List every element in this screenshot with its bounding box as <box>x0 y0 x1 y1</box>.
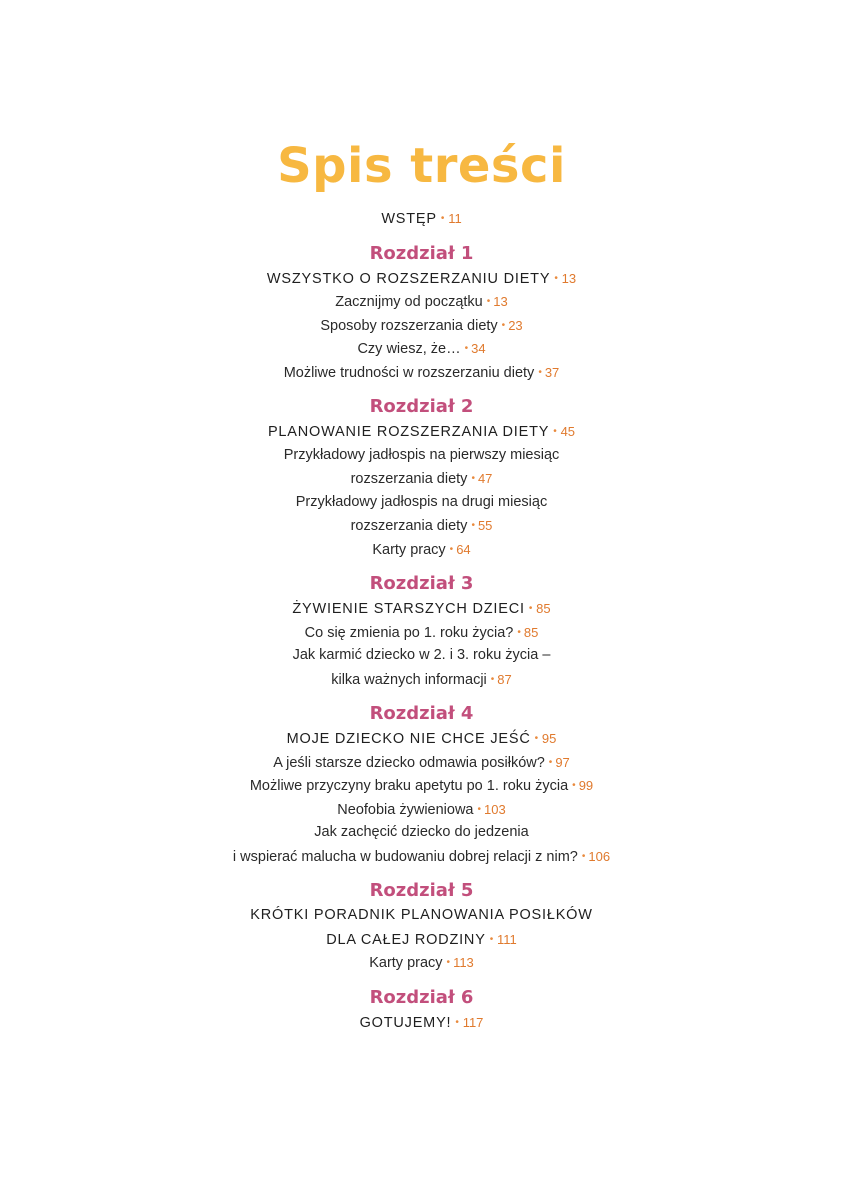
bullet: • <box>572 780 576 791</box>
toc-subentry-label: Karty pracy <box>372 541 446 558</box>
page-number: 45 <box>560 424 576 439</box>
toc-subentry-label: rozszerzania diety <box>350 518 468 534</box>
toc-entry-chapter-6[interactable] <box>0 1011 843 1035</box>
toc-entry-chapter-1[interactable] <box>0 267 843 291</box>
bullet: • <box>554 272 559 284</box>
page-number: 23 <box>508 317 523 333</box>
toc-entry-label: MOJE DZIECKO NIE CHCE JEŚĆ <box>286 731 531 747</box>
bullet: • <box>538 366 542 378</box>
page-number: 95 <box>541 731 557 746</box>
toc-subentry[interactable] <box>0 361 843 385</box>
toc-entry-chapter-2[interactable] <box>0 420 843 444</box>
bullet: • <box>471 520 475 531</box>
toc-subentry[interactable] <box>0 337 843 361</box>
bullet: • <box>477 803 482 815</box>
toc-entry-label: DLA CAŁEJ RODZINY <box>326 931 486 948</box>
bullet: • <box>489 933 494 945</box>
toc-subentry[interactable] <box>0 668 843 692</box>
page-number: 37 <box>544 364 560 380</box>
bullet: • <box>486 296 491 307</box>
bullet: • <box>581 850 586 862</box>
toc-subentry-label: Sposoby rozszerzania diety <box>320 317 498 334</box>
toc-subentry-label: Karty pracy <box>369 955 443 971</box>
toc-entry-label: GOTUJEMY! <box>359 1014 452 1031</box>
page-number: 55 <box>477 518 493 533</box>
toc-entry-chapter-4[interactable] <box>0 727 843 751</box>
toc-subentry[interactable] <box>0 751 843 775</box>
toc-entry-chapter-5[interactable] <box>0 928 843 952</box>
bullet: • <box>464 343 469 354</box>
toc-subentry[interactable] <box>0 290 843 314</box>
toc-subentry[interactable] <box>0 774 843 798</box>
page-number: 47 <box>477 471 493 486</box>
toc-subentry[interactable] <box>0 951 843 975</box>
page-number: 99 <box>578 778 594 793</box>
chapter-heading-2: Rozdział 2 <box>369 396 474 417</box>
chapter-heading-1: Rozdział 1 <box>369 242 474 264</box>
bullet: • <box>449 543 454 555</box>
page-number: 13 <box>561 270 577 286</box>
page-number: 85 <box>523 624 539 640</box>
toc-entry-chapter-3[interactable] <box>0 597 843 621</box>
page-number: 87 <box>497 671 512 687</box>
table-of-contents <box>0 207 843 1034</box>
bullet: • <box>548 756 553 768</box>
toc-subentry[interactable] <box>0 538 843 562</box>
toc-subentry-label: Neofobia żywieniowa <box>337 801 474 818</box>
bullet: • <box>534 733 539 744</box>
page-number: 34 <box>471 341 486 356</box>
page-number: 97 <box>555 754 570 770</box>
toc-subentry[interactable] <box>0 845 843 869</box>
toc-subentry-label: rozszerzania diety <box>350 471 468 487</box>
toc-subentry[interactable] <box>0 314 843 338</box>
toc-subentry-line1[interactable]: Przykładowy jadłospis na pierwszy miesiąc <box>283 446 560 463</box>
bullet: • <box>528 603 534 614</box>
toc-subentry-label: Czy wiesz, że… <box>357 341 461 357</box>
toc-entry-label: WSZYSTKO O ROZSZERZANIU DIETY <box>266 270 551 287</box>
toc-entry-chapter-5-line1[interactable]: KRÓTKI PORADNIK PLANOWANIA POSIŁKÓW <box>250 907 593 923</box>
toc-entry-label: PLANOWANIE ROZSZERZANIA DIETY <box>267 424 550 440</box>
toc-entry-label: ŻYWIENIE STARSZYCH DZIECI <box>292 601 525 617</box>
page-title: Spis treści <box>277 138 566 195</box>
toc-subentry-label: Możliwe przyczyny braku apetytu po 1. roku życia <box>249 778 569 794</box>
page-number: 103 <box>484 801 506 817</box>
bullet: • <box>553 426 558 437</box>
bullet: • <box>501 319 506 331</box>
toc-subentry-line1[interactable]: Jak karmić dziecko w 2. i 3. roku życia – <box>292 647 551 663</box>
toc-entry-intro[interactable] <box>0 207 843 231</box>
page-number: 113 <box>453 955 474 970</box>
toc-subentry-label: A jeśli starsze dziecko odmawia posiłków? <box>273 754 545 771</box>
toc-entry-label: WSTĘP <box>381 211 437 227</box>
chapter-heading-4: Rozdział 4 <box>369 703 474 724</box>
toc-subentry[interactable] <box>0 467 843 491</box>
toc-subentry[interactable] <box>0 798 843 822</box>
bullet: • <box>455 1016 460 1028</box>
toc-subentry-label: i wspierać malucha w budowaniu dobrej relacji z nim? <box>232 848 578 865</box>
page-number: 106 <box>588 848 611 864</box>
page-number: 13 <box>493 294 508 309</box>
page-number: 11 <box>448 211 462 226</box>
bullet: • <box>471 473 475 484</box>
chapter-heading-6: Rozdział 6 <box>369 986 474 1008</box>
toc-subentry-label: Co się zmienia po 1. roku życia? <box>304 624 514 641</box>
toc-subentry-line1[interactable]: Jak zachęcić dziecko do jedzenia <box>314 824 529 840</box>
page-number: 64 <box>456 541 471 557</box>
page-number: 117 <box>462 1014 484 1030</box>
chapter-heading-3: Rozdział 3 <box>369 573 474 594</box>
page-number: 111 <box>497 931 517 947</box>
toc-subentry-line1[interactable]: Przykładowy jadłospis na drugi miesiąc <box>295 493 548 510</box>
chapter-heading-5: Rozdział 5 <box>369 880 474 901</box>
toc-subentry[interactable] <box>0 514 843 538</box>
toc-subentry-label: Możliwe trudności w rozszerzaniu diety <box>283 364 535 381</box>
toc-subentry[interactable] <box>0 621 843 645</box>
bullet: • <box>490 673 495 685</box>
page-number: 85 <box>536 601 551 616</box>
toc-subentry-label: Zacznijmy od początku <box>335 294 483 310</box>
bullet: • <box>440 213 446 224</box>
toc-subentry-label: kilka ważnych informacji <box>331 671 487 688</box>
bullet: • <box>517 626 521 638</box>
bullet: • <box>446 957 451 968</box>
